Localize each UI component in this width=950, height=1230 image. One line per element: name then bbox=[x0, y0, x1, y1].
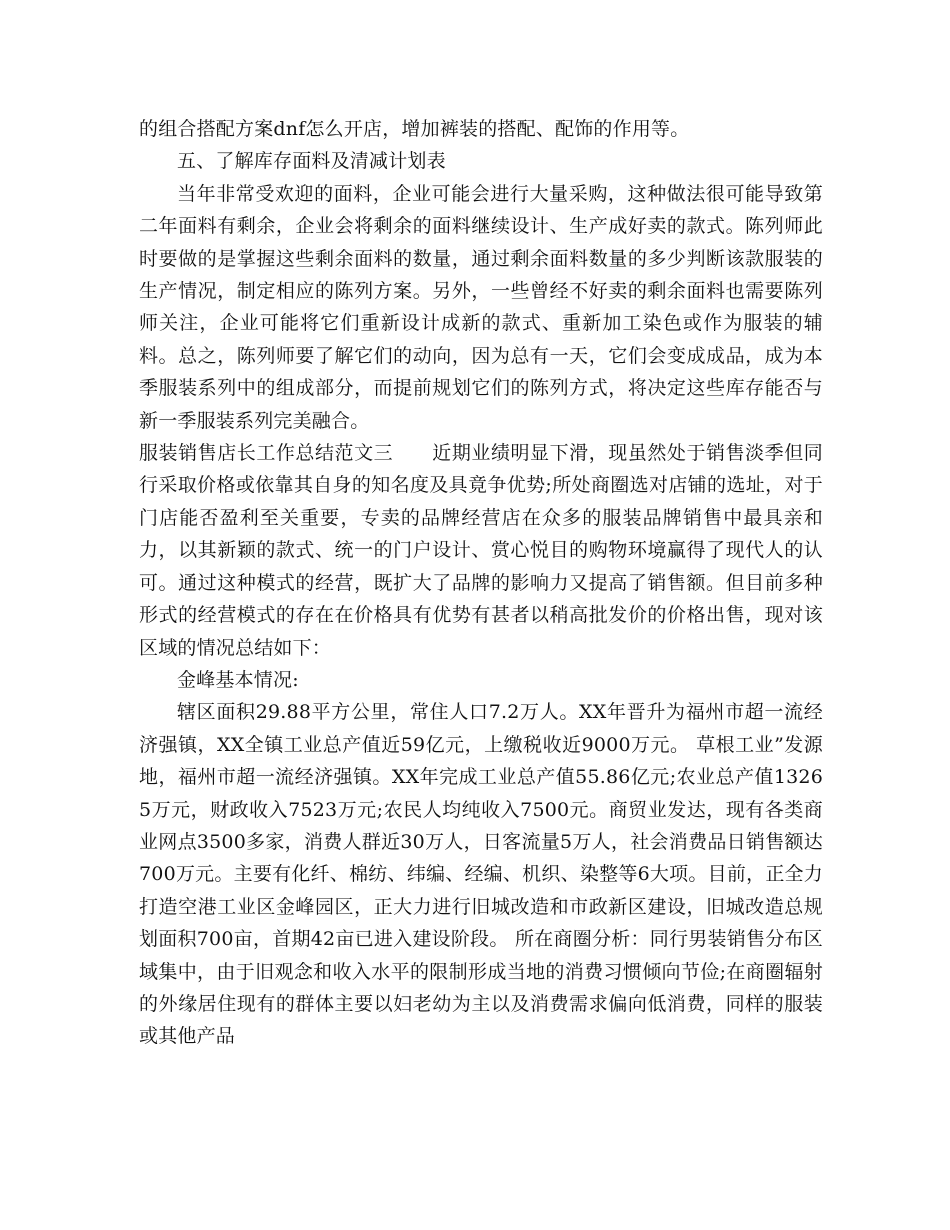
section-heading-inventory: 五、了解库存面料及清减计划表 bbox=[177, 150, 446, 173]
paragraph-inventory-fabrics: 当年非常受欢迎的面料，企业可能会进行大量采购，这种做法很可能导致第二年面料有剩余，企业会将剩余的面料继续设计、生产成好卖的款式。陈列师此时要做的是掌握这些剩余面料的数量，通过剩余面料数量的多少判断该款服装的生产情况，制定相应的陈列方案。另外，一些曾经不好卖的剩余面料也需要陈列师关注，企业可能将它们重新设计成新的款式、重新加工染色或作为服装的辅料。总之，陈列师要了解它们的动向，因为总有一天，它们会变成成品，成为本季服装系列中的组成部分，而提前规划它们的陈列方式，将决定这些库存能否与新一季服装系列完美融合。 bbox=[139, 182, 823, 432]
paragraph-continuation: 的组合搭配方案dnf怎么开店，增加裤装的搭配、配饰的作用等。 bbox=[139, 118, 690, 140]
paragraph-jinfeng-details: 辖区面积29.88平方公里，常住人口7.2万人。XX年晋升为福州市超一流经济强镇，XX全镇工业总产值近59亿元，上缴税收近9000万元。 草根工业”发源地，福州市超一流经济强镇。XX年完成工业总产值55.86亿元;农业总产值13265万元，财政收入7523万元;农民人均纯收入7500元。商贸业发达，现有各类商业网点3500多家，消费人群近30万人，日客流量5万人，社会消费品日销售额达700万元。主要有化纤、棉纺、纬编、经编、机织、染整等6大项。目前，正全力打造空港工业区金峰园区，正大力进行旧城改造和市政新区建设，旧城改造总规划面积700亩，首期42亩已进入建设阶段。 所在商圈分析：同行男装销售分布区域集中，由于旧观念和收入水平的限制形成当地的消费习惯倾向节俭;在商圈辐射的外缘居住现有的群体主要以妇老幼为主以及消费需求偏向低消费，同样的服装或其他产品 bbox=[139, 701, 823, 1048]
document-body bbox=[139, 113, 823, 1053]
section-heading-jinfeng: 金峰基本情况: bbox=[177, 668, 299, 691]
paragraph-summary-title-and-intro: 服装销售店长工作总结范文三 近期业绩明显下滑，现虽然处于销售淡季但同行采取价格或依靠其自身的知名度及具竟争优势;所处商圈选对店铺的选址，对于门店能否盈利至关重要，专卖的品牌经营店在众多的服装品牌销售中最具亲和力，以其新颖的款式、统一的门户设计、赏心悦目的购物环境赢得了现代人的认可。通过这种模式的经营，既扩大了品牌的影响力又提高了销售额。但目前多种形式的经营模式的存在在价格具有优势有甚者以稍高批发价的价格出售，现对该区域的情况总结如下： bbox=[139, 442, 823, 659]
